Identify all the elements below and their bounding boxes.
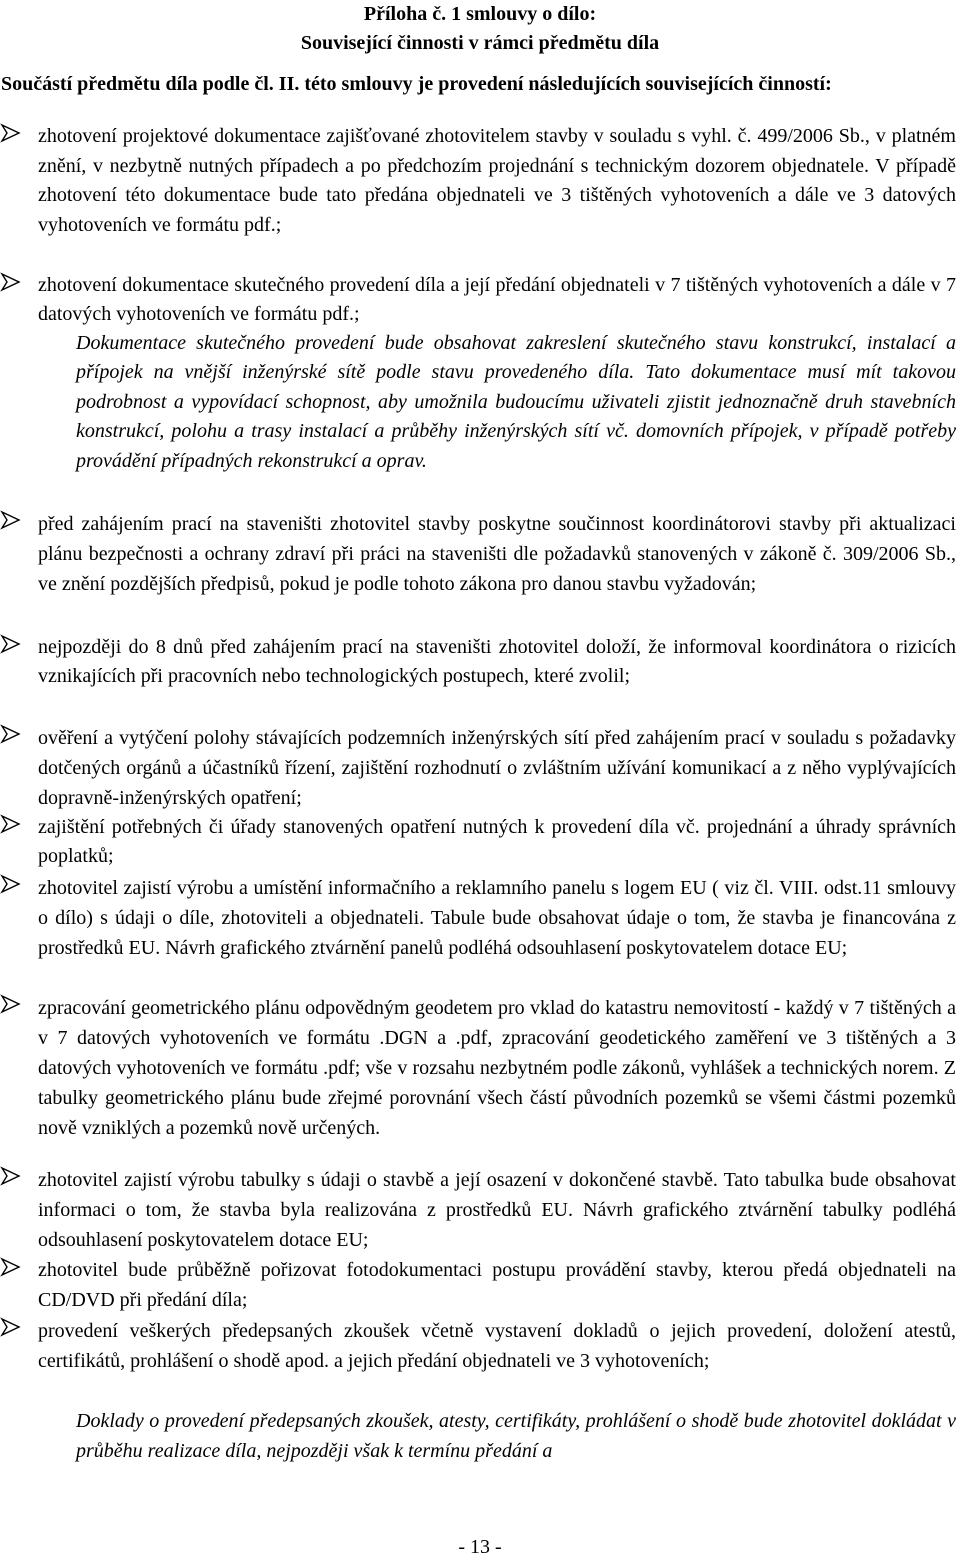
document-title: Příloha č. 1 smlouvy o dílo: (363, 3, 597, 25)
list-item-text: zhotovitel bude průběžně pořizovat fotodokumentaci postupu provádění stavby, kterou předá objednateli na CD/DVD při předání díla; (38, 1259, 956, 1311)
list-item-text: zhotovení projektové dokumentace zajišťované zhotovitelem stavby v souladu s vyhl. č. 499/2006 Sb., v platném znění, v nezbytně nutných případech a po předchozím projednání s technickým dozorem objednatele. V případě zhotovení této dokumentace bude tato předána objednateli ve 3 tištěných vyhotoveních a dále ve 3 datových vyhotoveních ve formátu pdf.; (38, 125, 956, 236)
intro-paragraph: Součástí předmětu díla podle čl. II. této smlouvy je provedení následujících souvisejících činností: (1, 73, 832, 95)
list-item (38, 509, 956, 600)
arrowhead-bullet-icon (0, 122, 22, 144)
arrowhead-bullet-icon (0, 1316, 22, 1338)
arrowhead-bullet-icon (0, 1165, 22, 1187)
arrowhead-bullet-icon (0, 633, 22, 655)
list-item-text: před zahájením prací na staveništi zhotovitel stavby poskytne součinnost koordinátorovi stavby při aktualizaci plánu bezpečnosti a ochrany zdraví při práci na staveništi dle požadavků stanovených v zákoně č. 309/2006 Sb., ve znění pozdějších předpisů, pokud je podle tohoto zákona pro danou stavbu vyžadován; (38, 513, 956, 596)
note-paragraph: Dokumentace skutečného provedení bude obsahovat zakreslení skutečného stavu konstrukcí, instalací a přípojek na vnější inženýrské sítě podle stavu provedeného díla. Tato dokumentace musí mít takovou podrobnost a vypovídací schopnost, aby umožnila budoucímu uživateli zjistit jednoznačně druh stavebních konstrukcí, polohu a trasy instalací a průběhy inženýrských sítí vč. domovních přípojek, v případě potřeby provádění případných rekonstrukcí a oprav. (76, 332, 956, 472)
list-item-text: zhotovitel zajistí výrobu tabulky s údaji o stavbě a její osazení v dokončené stavbě. Tato tabulka bude obsahovat informaci o tom, že stavba byla realizována z prostředků EU. Návrh grafického ztvárnění tabulky podléhá odsouhlasení poskytovatelem dotace EU; (38, 1169, 956, 1251)
list-item-text: provedení veškerých předepsaných zkoušek včetně vystavení dokladů o jejich provedení, doložení atestů, certifikátů, prohlášení o shodě apod. a jejich předání objednateli ve 3 vyhotoveních; (38, 1320, 956, 1372)
arrowhead-bullet-icon (0, 813, 22, 835)
page-number: - 13 - (458, 1536, 502, 1558)
list-item-text: zpracování geometrického plánu odpovědným geodetem pro vklad do katastru nemovitostí - každý v 7 tištěných a v 7 datových vyhotoveních ve formátu .DGN a .pdf, zpracování geodetického zaměření ve 3 tištěných a 3 datových vyhotoveních ve formátu .pdf; vše v rozsahu nezbytném podle zákonů, vyhlášek a technických norem. Z tabulky geometrického plánu bude zřejmé porovnání všech částí původních pozemků se všemi částmi pozemků nově vzniklých a pozemků nově určených. (38, 997, 956, 1139)
arrowhead-bullet-icon (0, 873, 22, 895)
list-item-text: zajištění potřebných či úřady stanovených opatření nutných k provedení díla vč. projednání a úhrady správních poplatků; (38, 816, 956, 867)
list-item (38, 1316, 956, 1376)
list-item (38, 813, 956, 871)
list-item-text: ověření a vytýčení polohy stávajících podzemních inženýrských sítí před zahájením prací v souladu s požadavky dotčených orgánů a účastníků řízení, zajištění rozhodnutí o zvláštním užívání komunikací a z něho vyplývajících dopravně-inženýrských opatření; (38, 727, 956, 809)
list-item-text: zhotovení dokumentace skutečného provedení díla a její předání objednateli v 7 tištěných vyhotoveních a dále v 7 datových vyhotoveních ve formátu pdf.; (38, 274, 956, 325)
document-subtitle: Související činnosti v rámci předmětu díla (300, 32, 660, 54)
list-item (38, 1256, 956, 1315)
list-item-text: zhotovitel zajistí výrobu a umístění informačního a reklamního panelu s logem EU ( viz čl. VIII. odst.11 smlouvy o dílo) s údaji o díle, zhotoviteli a objednateli. Tabule bude obsahovat údaje o tom, že stavba je financována z prostředků EU. Návrh grafického ztvárnění panelů podléhá odsouhlasení poskytovatelem dotace EU; (38, 877, 956, 960)
list-item (38, 723, 956, 813)
list-item (38, 122, 956, 240)
list-item (38, 271, 956, 329)
list-item (38, 993, 956, 1143)
note-paragraph: Doklady o provedení předepsaných zkoušek, atesty, certifikáty, prohlášení o shodě bude zhotovitel dokládat v průběhu realizace díla, nejpozději však k termínu předání a (76, 1410, 956, 1462)
list-item (38, 633, 956, 691)
arrowhead-bullet-icon (0, 993, 22, 1015)
arrowhead-bullet-icon (0, 723, 22, 745)
list-item-text: nejpozději do 8 dnů před zahájením prací na staveništi zhotovitel doloží, že informoval koordinátora o rizicích vznikajících při pracovních nebo technologických postupech, které zvolil; (38, 636, 956, 688)
list-item (38, 873, 956, 964)
arrowhead-bullet-icon (0, 1256, 22, 1278)
arrowhead-bullet-icon (0, 509, 22, 531)
list-item (38, 1165, 956, 1255)
arrowhead-bullet-icon (0, 271, 22, 293)
